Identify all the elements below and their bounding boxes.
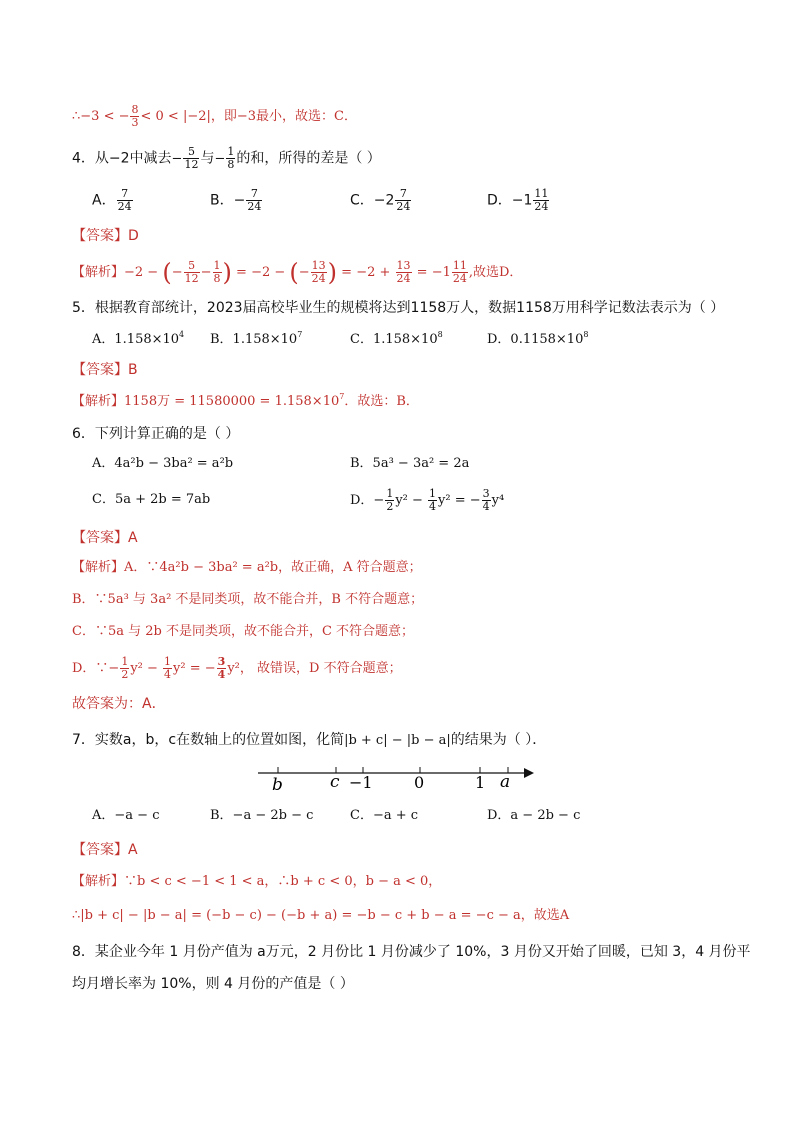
q7-analysis-1: 【解析】∵b < c < −1 < 1 < a，∴b + c < 0，b − a < 0，: [72, 874, 442, 889]
q5-stem: 5．根据教育部统计，2023届高校毕业生的规模将达到1158万人，数据1158万用科学记数法表示为（ ）: [72, 300, 725, 316]
q3-solution-line: ∴−3 < − $\frac{8}{3}$ < 0 < |−2|，即−3最小，故选：C．: [72, 103, 357, 129]
q6-answer: 【答案】A: [72, 530, 138, 546]
q7-option-c: C．−a + c: [350, 808, 419, 823]
q5-option-a: A．$1.158\times 10^4$: [92, 330, 185, 347]
nl-label-c: c: [330, 772, 340, 792]
nl-label-neg1: −1: [349, 773, 373, 792]
q6-analysis-a: 【解析】A．∵4a²b − 3ba² = a²b，故正确，A 符合题意；: [72, 560, 422, 575]
q4-option-d: D．−1 $\frac{11}{24}$: [487, 187, 549, 213]
q7-option-a: A．−a − c: [92, 808, 160, 823]
q6-option-c: C．5a + 2b = 7ab: [92, 492, 211, 507]
q4-analysis: 【解析】−2 − (− $\frac{5}{12}$ − $\frac{1}{8}$ ) = −2 − (− $\frac{13}{24}$ ) = −2 + $\frac{13}{24}$ = −1 $\frac{11}{24}$ ,故选D．: [72, 258, 523, 287]
q7-option-b: B．−a − 2b − c: [210, 808, 314, 823]
q5-option-d: D．$0.1158\times 10^8$: [487, 330, 589, 347]
q7-analysis-2: ∴|b + c| − |b − a| = (−b − c) − (−b + a) = −b − c + b − a = −c − a，故选A: [72, 908, 570, 923]
q8-stem-line2: 均月增长率为 10%，则 4 月份的产值是（ ）: [72, 976, 354, 992]
q5-option-c: C．$1.158\times 10^8$: [350, 330, 443, 347]
q4-option-b: B．− $\frac{7}{24}$: [210, 187, 262, 213]
nl-label-one: 1: [475, 773, 486, 792]
number-line: [250, 756, 540, 796]
q4-answer: 【答案】D: [72, 228, 139, 244]
q5-answer: 【答案】B: [72, 362, 138, 378]
nl-label-a: a: [500, 772, 511, 792]
q6-option-a: A．4a²b − 3ba² = a²b: [92, 456, 234, 471]
nl-label-zero: 0: [414, 773, 425, 792]
q5-analysis: 【解析】1158万 = $11580000 = 1.158\times 10^7$．故选：B．: [72, 392, 419, 409]
q6-analysis-c: C．∵5a 与 2b 不是同类项，故不能合并，C 不符合题意；: [72, 624, 415, 639]
q6-option-b: B．5a³ − 3a² = 2a: [350, 456, 470, 471]
nl-label-b: b: [272, 775, 283, 795]
q8-stem-line1: 8．某企业今年 1 月份产值为 a万元，2 月份比 1 月份减少了 10%，3 月份又开始了回暖，已知 3，4 月份平: [72, 944, 751, 960]
q7-option-d: D．a − 2b − c: [487, 808, 581, 823]
q6-final: 故答案为：A．: [72, 696, 166, 712]
q6-stem: 6．下列计算正确的是（ ）: [72, 426, 240, 442]
q4-option-a: A． $\frac{7}{24}$: [92, 187, 132, 213]
q6-analysis-d: D．∵− $\frac{1}{2}$ y² − $\frac{1}{4}$ y² = − $\frac{3}{4}$ y²， 故错误，D 不符合题意；: [72, 655, 402, 681]
q6-analysis-b: B．∵5a³ 与 3a² 不是同类项，故不能合并，B 不符合题意；: [72, 592, 424, 607]
q4-stem: 4．从−2中减去− $\frac{5}{12}$ 与− $\frac{1}{8}$ 的和，所得的差是（ ）: [72, 145, 381, 171]
q6-option-d: D．− $\frac{1}{2}$ y² − $\frac{1}{4}$ y² = − $\frac{3}{4}$ y⁴: [350, 487, 505, 513]
q5-option-b: B．$1.158\times 10^7$: [210, 330, 303, 347]
q4-option-c: C．−2 $\frac{7}{24}$: [350, 187, 411, 213]
q7-stem: 7．实数a，b，c在数轴上的位置如图，化简|b + c| − |b − a|的结果为（ ）．: [72, 732, 547, 748]
q7-answer: 【答案】A: [72, 842, 138, 858]
